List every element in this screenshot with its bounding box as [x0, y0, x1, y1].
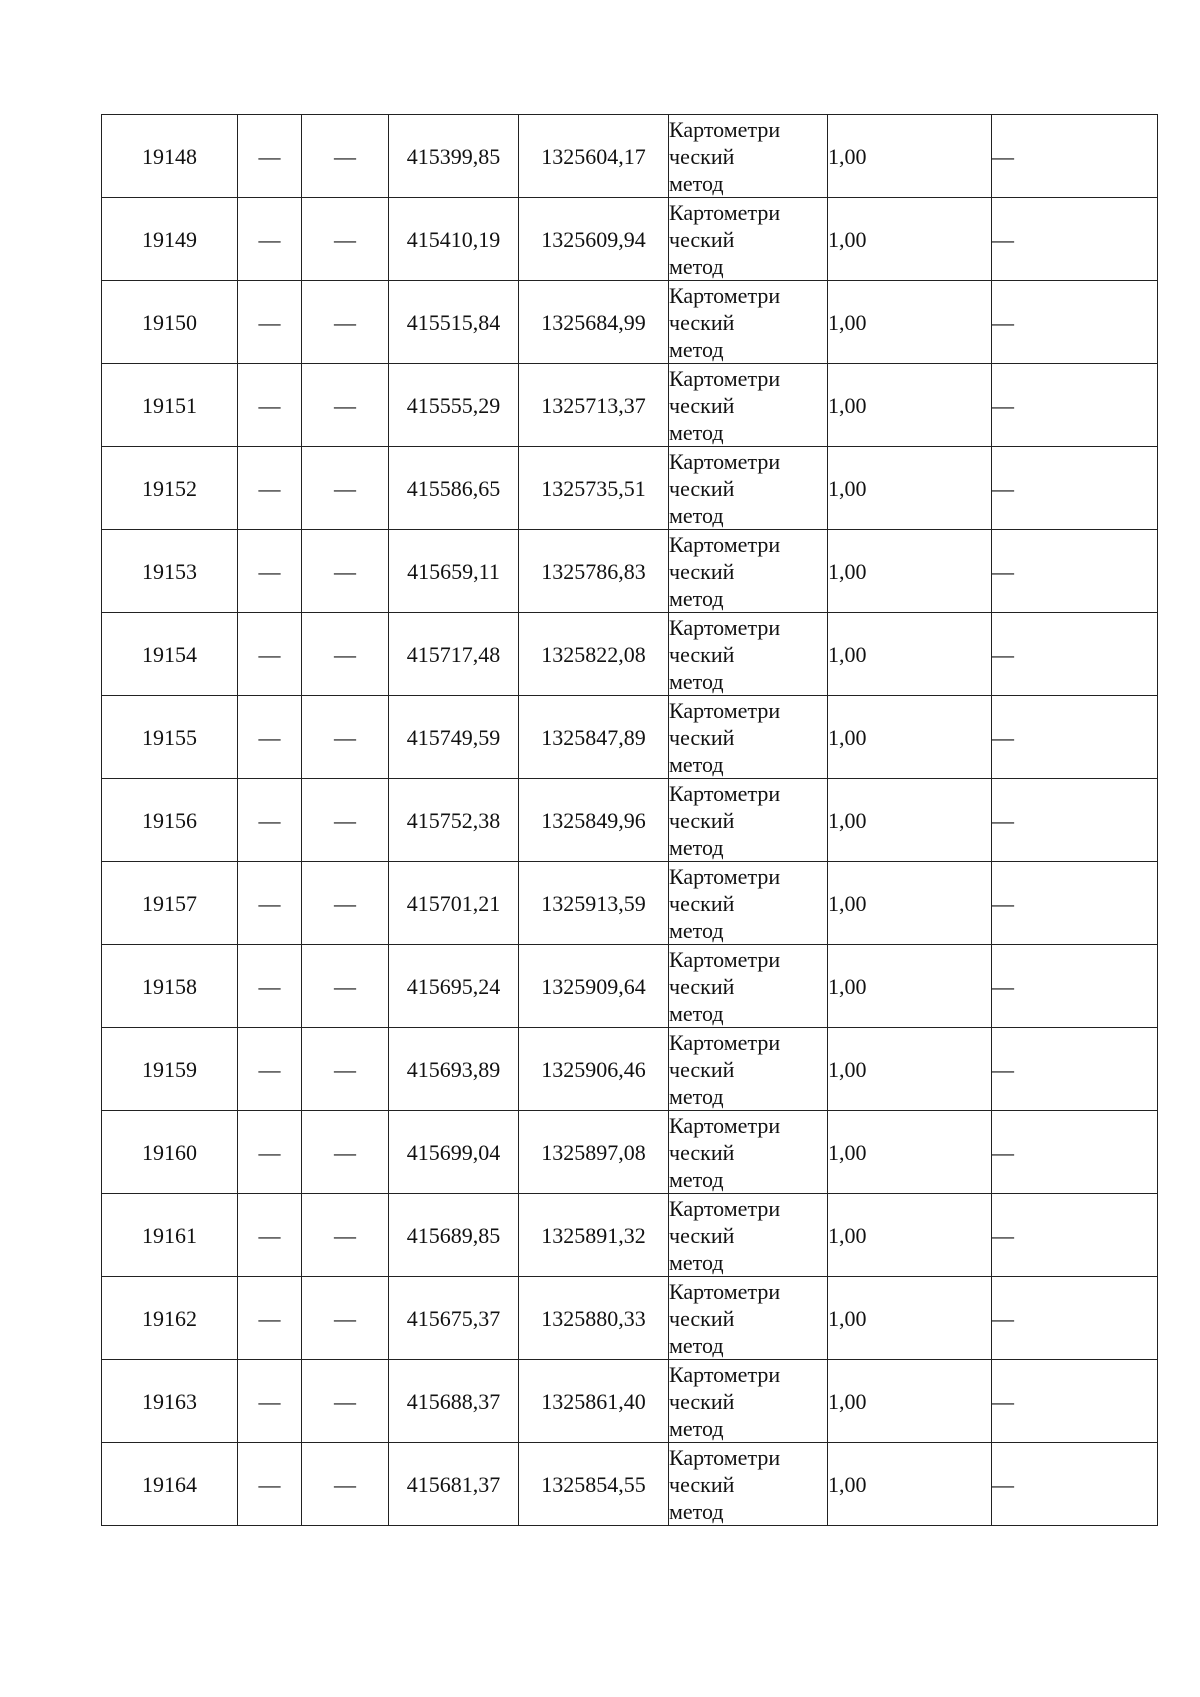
- method-text: Картометри ческий метод: [669, 1278, 781, 1358]
- empty-value-cell: [238, 364, 302, 447]
- empty-value-text: —: [334, 1139, 356, 1165]
- note-cell: [992, 862, 1158, 945]
- x-coordinate-cell: [389, 779, 519, 862]
- accuracy-text: 1,00: [828, 392, 867, 418]
- method-cell: [669, 613, 828, 696]
- accuracy-cell: [828, 1028, 992, 1111]
- accuracy-text: 1,00: [828, 558, 867, 584]
- y-coordinate-cell: [519, 1360, 669, 1443]
- method-cell: [669, 1028, 828, 1111]
- note-cell: [992, 1028, 1158, 1111]
- x-coordinate-text: 415689,85: [406, 1222, 501, 1248]
- note-cell: [992, 1443, 1158, 1526]
- empty-value-text: —: [334, 724, 356, 750]
- empty-value-text: —: [258, 1471, 281, 1497]
- x-coordinate-text: 415399,85: [406, 143, 501, 169]
- empty-value-cell: [238, 1111, 302, 1194]
- table-row: [102, 779, 1158, 862]
- table-row: [102, 862, 1158, 945]
- table-row: [102, 945, 1158, 1028]
- point-number-text: 19151: [142, 392, 197, 418]
- point-number-cell: [102, 1028, 238, 1111]
- table-row: [102, 1028, 1158, 1111]
- point-number-cell: [102, 779, 238, 862]
- accuracy-text: 1,00: [828, 641, 867, 667]
- empty-value-text: —: [258, 1056, 281, 1082]
- y-coordinate-text: 1325713,37: [541, 392, 646, 418]
- point-number-text: 19149: [142, 226, 197, 252]
- note-text: —: [992, 890, 1014, 916]
- empty-value-text: —: [258, 226, 281, 252]
- y-coordinate-cell: [519, 115, 669, 198]
- empty-value-cell: [302, 447, 389, 530]
- x-coordinate-cell: [389, 1443, 519, 1526]
- method-cell: [669, 1277, 828, 1360]
- point-number-text: 19156: [142, 807, 197, 833]
- empty-value-text: —: [334, 558, 356, 584]
- empty-value-text: —: [258, 641, 281, 667]
- method-cell: [669, 696, 828, 779]
- table-row: [102, 115, 1158, 198]
- y-coordinate-text: 1325822,08: [541, 641, 646, 667]
- empty-value-cell: [302, 696, 389, 779]
- y-coordinate-cell: [519, 779, 669, 862]
- empty-value-cell: [238, 1360, 302, 1443]
- note-cell: [992, 198, 1158, 281]
- empty-value-cell: [302, 862, 389, 945]
- accuracy-text: 1,00: [828, 724, 867, 750]
- empty-value-text: —: [334, 1222, 356, 1248]
- note-text: —: [992, 1305, 1014, 1331]
- y-coordinate-cell: [519, 1028, 669, 1111]
- point-number-text: 19157: [142, 890, 197, 916]
- point-number-text: 19153: [142, 558, 197, 584]
- empty-value-cell: [302, 945, 389, 1028]
- method-text: Картометри ческий метод: [669, 1112, 781, 1192]
- table-row: [102, 530, 1158, 613]
- empty-value-cell: [238, 613, 302, 696]
- method-cell: [669, 364, 828, 447]
- accuracy-cell: [828, 198, 992, 281]
- x-coordinate-text: 415688,37: [406, 1388, 501, 1414]
- y-coordinate-cell: [519, 1194, 669, 1277]
- point-number-cell: [102, 447, 238, 530]
- y-coordinate-cell: [519, 530, 669, 613]
- y-coordinate-cell: [519, 281, 669, 364]
- empty-value-cell: [238, 530, 302, 613]
- x-coordinate-cell: [389, 1111, 519, 1194]
- empty-value-text: —: [258, 890, 281, 916]
- x-coordinate-text: 415749,59: [406, 724, 501, 750]
- method-text: Картометри ческий метод: [669, 448, 781, 528]
- empty-value-text: —: [258, 1222, 281, 1248]
- note-text: —: [992, 1222, 1014, 1248]
- x-coordinate-cell: [389, 115, 519, 198]
- accuracy-cell: [828, 779, 992, 862]
- point-number-cell: [102, 945, 238, 1028]
- table-row: [102, 1443, 1158, 1526]
- note-cell: [992, 364, 1158, 447]
- method-cell: [669, 945, 828, 1028]
- empty-value-text: —: [258, 392, 281, 418]
- y-coordinate-text: 1325604,17: [541, 143, 646, 169]
- table-row: [102, 613, 1158, 696]
- point-number-cell: [102, 1360, 238, 1443]
- y-coordinate-text: 1325786,83: [541, 558, 646, 584]
- x-coordinate-text: 415515,84: [406, 309, 501, 335]
- accuracy-cell: [828, 613, 992, 696]
- empty-value-cell: [302, 115, 389, 198]
- empty-value-text: —: [334, 1471, 356, 1497]
- point-number-text: 19163: [142, 1388, 197, 1414]
- accuracy-text: 1,00: [828, 143, 867, 169]
- accuracy-text: 1,00: [828, 1471, 867, 1497]
- note-text: —: [992, 309, 1014, 335]
- x-coordinate-cell: [389, 613, 519, 696]
- empty-value-text: —: [334, 309, 356, 335]
- empty-value-cell: [302, 1277, 389, 1360]
- accuracy-text: 1,00: [828, 309, 867, 335]
- x-coordinate-text: 415717,48: [406, 641, 501, 667]
- empty-value-text: —: [334, 641, 356, 667]
- empty-value-text: —: [258, 558, 281, 584]
- x-coordinate-text: 415681,37: [406, 1471, 501, 1497]
- empty-value-cell: [238, 1194, 302, 1277]
- method-cell: [669, 198, 828, 281]
- empty-value-cell: [238, 779, 302, 862]
- y-coordinate-cell: [519, 198, 669, 281]
- empty-value-text: —: [334, 1388, 356, 1414]
- method-cell: [669, 1194, 828, 1277]
- empty-value-text: —: [258, 1139, 281, 1165]
- x-coordinate-text: 415701,21: [406, 890, 501, 916]
- y-coordinate-text: 1325735,51: [541, 475, 646, 501]
- method-text: Картометри ческий метод: [669, 365, 781, 445]
- note-cell: [992, 779, 1158, 862]
- note-text: —: [992, 973, 1014, 999]
- method-cell: [669, 1111, 828, 1194]
- point-number-cell: [102, 530, 238, 613]
- empty-value-text: —: [258, 724, 281, 750]
- x-coordinate-text: 415659,11: [407, 558, 500, 584]
- empty-value-cell: [238, 945, 302, 1028]
- empty-value-text: —: [334, 1305, 356, 1331]
- x-coordinate-text: 415410,19: [406, 226, 501, 252]
- empty-value-cell: [238, 862, 302, 945]
- empty-value-text: —: [334, 392, 356, 418]
- y-coordinate-text: 1325897,08: [541, 1139, 646, 1165]
- point-number-text: 19150: [142, 309, 197, 335]
- y-coordinate-text: 1325880,33: [541, 1305, 646, 1331]
- note-cell: [992, 696, 1158, 779]
- method-text: Картометри ческий метод: [669, 116, 781, 196]
- x-coordinate-cell: [389, 862, 519, 945]
- empty-value-cell: [302, 198, 389, 281]
- y-coordinate-cell: [519, 945, 669, 1028]
- note-cell: [992, 1360, 1158, 1443]
- note-text: —: [992, 558, 1014, 584]
- x-coordinate-cell: [389, 198, 519, 281]
- accuracy-text: 1,00: [828, 1056, 867, 1082]
- table-row: [102, 1277, 1158, 1360]
- method-cell: [669, 530, 828, 613]
- method-text: Картометри ческий метод: [669, 863, 781, 943]
- accuracy-text: 1,00: [828, 1139, 867, 1165]
- accuracy-text: 1,00: [828, 1388, 867, 1414]
- note-text: —: [992, 1388, 1014, 1414]
- note-cell: [992, 281, 1158, 364]
- accuracy-cell: [828, 530, 992, 613]
- accuracy-cell: [828, 1194, 992, 1277]
- note-text: —: [992, 1139, 1014, 1165]
- empty-value-cell: [302, 1028, 389, 1111]
- note-cell: [992, 945, 1158, 1028]
- point-number-text: 19148: [142, 143, 197, 169]
- x-coordinate-cell: [389, 530, 519, 613]
- empty-value-cell: [302, 613, 389, 696]
- empty-value-text: —: [334, 475, 356, 501]
- table-row: [102, 447, 1158, 530]
- accuracy-text: 1,00: [828, 1305, 867, 1331]
- accuracy-cell: [828, 115, 992, 198]
- y-coordinate-text: 1325891,32: [541, 1222, 646, 1248]
- empty-value-text: —: [258, 309, 281, 335]
- empty-value-cell: [302, 1443, 389, 1526]
- method-cell: [669, 862, 828, 945]
- y-coordinate-cell: [519, 1443, 669, 1526]
- y-coordinate-text: 1325854,55: [541, 1471, 646, 1497]
- note-text: —: [992, 807, 1014, 833]
- point-number-text: 19164: [142, 1471, 197, 1497]
- empty-value-text: —: [258, 475, 281, 501]
- y-coordinate-cell: [519, 364, 669, 447]
- x-coordinate-text: 415693,89: [406, 1056, 501, 1082]
- table-body: [102, 115, 1158, 1526]
- point-number-cell: [102, 862, 238, 945]
- table-row: [102, 198, 1158, 281]
- x-coordinate-cell: [389, 696, 519, 779]
- empty-value-cell: [238, 447, 302, 530]
- accuracy-text: 1,00: [828, 475, 867, 501]
- method-text: Картометри ческий метод: [669, 1029, 781, 1109]
- accuracy-cell: [828, 281, 992, 364]
- y-coordinate-cell: [519, 1111, 669, 1194]
- empty-value-text: —: [334, 226, 356, 252]
- y-coordinate-text: 1325849,96: [541, 807, 646, 833]
- method-text: Картометри ческий метод: [669, 1444, 781, 1524]
- note-cell: [992, 1277, 1158, 1360]
- point-number-text: 19158: [142, 973, 197, 999]
- note-text: —: [992, 226, 1014, 252]
- point-number-text: 19162: [142, 1305, 197, 1331]
- empty-value-cell: [238, 198, 302, 281]
- point-number-text: 19155: [142, 724, 197, 750]
- table-row: [102, 1360, 1158, 1443]
- empty-value-cell: [302, 530, 389, 613]
- empty-value-cell: [302, 364, 389, 447]
- empty-value-text: —: [334, 973, 356, 999]
- coordinates-table: [101, 114, 1158, 1526]
- table-row: [102, 364, 1158, 447]
- accuracy-cell: [828, 862, 992, 945]
- point-number-cell: [102, 364, 238, 447]
- accuracy-cell: [828, 447, 992, 530]
- point-number-cell: [102, 696, 238, 779]
- empty-value-cell: [302, 1360, 389, 1443]
- empty-value-cell: [238, 1443, 302, 1526]
- point-number-cell: [102, 1194, 238, 1277]
- empty-value-text: —: [258, 807, 281, 833]
- y-coordinate-cell: [519, 1277, 669, 1360]
- empty-value-cell: [238, 1277, 302, 1360]
- y-coordinate-cell: [519, 613, 669, 696]
- method-text: Картометри ческий метод: [669, 282, 781, 362]
- empty-value-cell: [238, 281, 302, 364]
- note-cell: [992, 613, 1158, 696]
- point-number-cell: [102, 198, 238, 281]
- y-coordinate-text: 1325909,64: [541, 973, 646, 999]
- accuracy-cell: [828, 696, 992, 779]
- y-coordinate-text: 1325861,40: [541, 1388, 646, 1414]
- accuracy-text: 1,00: [828, 226, 867, 252]
- point-number-text: 19161: [142, 1222, 197, 1248]
- point-number-cell: [102, 1443, 238, 1526]
- empty-value-text: —: [258, 1388, 281, 1414]
- empty-value-cell: [238, 115, 302, 198]
- table-row: [102, 281, 1158, 364]
- note-text: —: [992, 1471, 1014, 1497]
- note-text: —: [992, 724, 1014, 750]
- accuracy-text: 1,00: [828, 807, 867, 833]
- point-number-cell: [102, 115, 238, 198]
- y-coordinate-text: 1325684,99: [541, 309, 646, 335]
- method-text: Картометри ческий метод: [669, 531, 781, 611]
- point-number-cell: [102, 1277, 238, 1360]
- empty-value-text: —: [334, 1056, 356, 1082]
- point-number-text: 19152: [142, 475, 197, 501]
- x-coordinate-text: 415695,24: [406, 973, 501, 999]
- method-cell: [669, 779, 828, 862]
- y-coordinate-text: 1325913,59: [541, 890, 646, 916]
- method-cell: [669, 447, 828, 530]
- point-number-text: 19154: [142, 641, 197, 667]
- note-text: —: [992, 641, 1014, 667]
- table-row: [102, 1194, 1158, 1277]
- method-text: Картометри ческий метод: [669, 697, 781, 777]
- accuracy-cell: [828, 1360, 992, 1443]
- y-coordinate-text: 1325847,89: [541, 724, 646, 750]
- accuracy-cell: [828, 1277, 992, 1360]
- x-coordinate-cell: [389, 1360, 519, 1443]
- x-coordinate-cell: [389, 364, 519, 447]
- method-text: Картометри ческий метод: [669, 614, 781, 694]
- point-number-cell: [102, 281, 238, 364]
- note-text: —: [992, 1056, 1014, 1082]
- accuracy-text: 1,00: [828, 973, 867, 999]
- x-coordinate-cell: [389, 945, 519, 1028]
- note-cell: [992, 115, 1158, 198]
- y-coordinate-cell: [519, 447, 669, 530]
- accuracy-cell: [828, 945, 992, 1028]
- table-row: [102, 696, 1158, 779]
- x-coordinate-text: 415675,37: [406, 1305, 501, 1331]
- method-text: Картометри ческий метод: [669, 1195, 781, 1275]
- y-coordinate-text: 1325609,94: [541, 226, 646, 252]
- x-coordinate-cell: [389, 1277, 519, 1360]
- empty-value-cell: [238, 696, 302, 779]
- method-text: Картометри ческий метод: [669, 946, 781, 1026]
- empty-value-text: —: [258, 1305, 281, 1331]
- accuracy-text: 1,00: [828, 890, 867, 916]
- empty-value-text: —: [334, 807, 356, 833]
- note-cell: [992, 530, 1158, 613]
- note-text: —: [992, 392, 1014, 418]
- point-number-text: 19160: [142, 1139, 197, 1165]
- x-coordinate-text: 415586,65: [406, 475, 501, 501]
- empty-value-cell: [302, 1194, 389, 1277]
- x-coordinate-cell: [389, 447, 519, 530]
- empty-value-text: —: [258, 973, 281, 999]
- empty-value-text: —: [334, 143, 356, 169]
- x-coordinate-text: 415555,29: [406, 392, 501, 418]
- accuracy-text: 1,00: [828, 1222, 867, 1248]
- note-cell: [992, 1111, 1158, 1194]
- note-cell: [992, 1194, 1158, 1277]
- table-row: [102, 1111, 1158, 1194]
- method-text: Картометри ческий метод: [669, 1361, 781, 1441]
- point-number-cell: [102, 1111, 238, 1194]
- note-text: —: [992, 475, 1014, 501]
- y-coordinate-cell: [519, 862, 669, 945]
- x-coordinate-text: 415752,38: [406, 807, 501, 833]
- point-number-text: 19159: [142, 1056, 197, 1082]
- point-number-cell: [102, 613, 238, 696]
- empty-value-cell: [238, 1028, 302, 1111]
- x-coordinate-text: 415699,04: [406, 1139, 501, 1165]
- x-coordinate-cell: [389, 281, 519, 364]
- y-coordinate-text: 1325906,46: [541, 1056, 646, 1082]
- accuracy-cell: [828, 364, 992, 447]
- empty-value-cell: [302, 281, 389, 364]
- method-cell: [669, 115, 828, 198]
- accuracy-cell: [828, 1111, 992, 1194]
- method-cell: [669, 1443, 828, 1526]
- method-text: Картометри ческий метод: [669, 780, 781, 860]
- x-coordinate-cell: [389, 1194, 519, 1277]
- y-coordinate-cell: [519, 696, 669, 779]
- note-cell: [992, 447, 1158, 530]
- note-text: —: [992, 143, 1014, 169]
- method-cell: [669, 1360, 828, 1443]
- empty-value-text: —: [258, 143, 281, 169]
- empty-value-text: —: [334, 890, 356, 916]
- x-coordinate-cell: [389, 1028, 519, 1111]
- empty-value-cell: [302, 1111, 389, 1194]
- empty-value-cell: [302, 779, 389, 862]
- accuracy-cell: [828, 1443, 992, 1526]
- method-cell: [669, 281, 828, 364]
- method-text: Картометри ческий метод: [669, 199, 781, 279]
